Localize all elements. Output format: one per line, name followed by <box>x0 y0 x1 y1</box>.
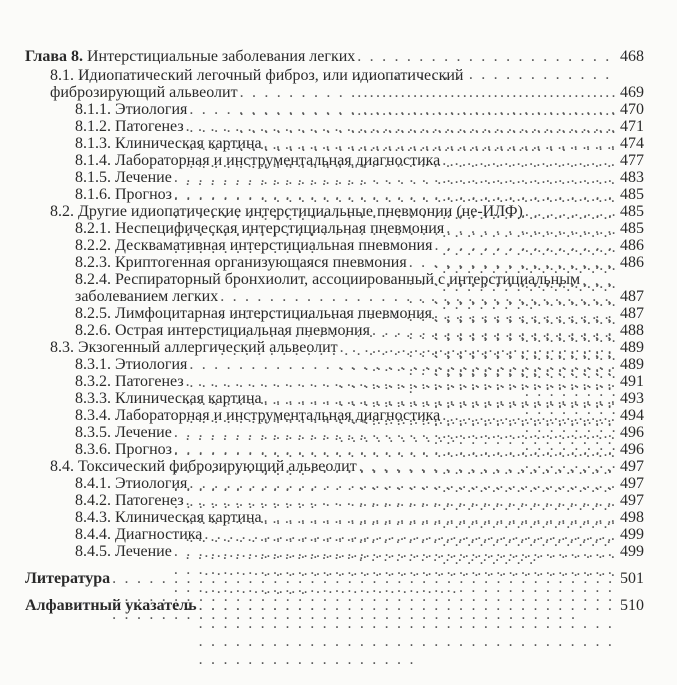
toc-entry-8-3-3[interactable] <box>75 390 644 407</box>
toc-entry-8-3[interactable] <box>50 339 644 356</box>
toc-entry-title: 8.1.5. Лечение <box>75 169 172 186</box>
page-number: 499 <box>620 526 644 543</box>
toc-entry-8-3-5[interactable] <box>75 424 644 441</box>
toc-entry-title: Алфавитный указатель <box>25 597 197 614</box>
toc-entry-8-1-1[interactable] <box>75 101 644 118</box>
toc-entry-8-3-1[interactable] <box>75 356 644 373</box>
toc-entry-8-1-2[interactable] <box>75 118 644 135</box>
page-number: 494 <box>620 407 644 424</box>
toc-entry-index[interactable] <box>25 597 644 614</box>
toc-entry-8-3-6[interactable] <box>75 441 644 458</box>
toc-entry-8-4-2[interactable] <box>75 492 644 509</box>
page-number: 510 <box>620 597 644 614</box>
toc-entry-8-2-6[interactable] <box>75 322 644 339</box>
page-number: 496 <box>620 441 644 458</box>
toc-entry-title: 8.1.3. Клиническая картина <box>75 135 262 152</box>
toc-entry-title <box>25 48 355 66</box>
toc-entry-8-2-1[interactable] <box>75 220 644 237</box>
page-number: 483 <box>620 169 644 186</box>
page-number: 498 <box>620 509 644 526</box>
toc-entry-8-1[interactable] <box>50 84 644 101</box>
toc-entry-title: 8.4.4. Диагностика <box>75 526 203 543</box>
page-number: 487 <box>620 288 644 305</box>
chapter-title: Интерстициальные заболевания легких <box>83 48 356 65</box>
page-number: 485 <box>620 203 644 220</box>
toc-entry-8-4-1[interactable] <box>75 475 644 492</box>
toc-entry-8-2-5[interactable] <box>75 305 644 322</box>
toc-entry-title: 8.3. Экзогенный аллергический альвеолит <box>50 339 338 356</box>
toc-entry-title: 8.1.1. Этиология <box>75 101 188 118</box>
toc-entry-8-1-3[interactable] <box>75 135 644 152</box>
toc-entry-8-2-3[interactable] <box>75 254 644 271</box>
chapter-label: Глава 8. <box>25 48 83 65</box>
toc-entry-8-1-6[interactable] <box>75 186 644 203</box>
toc-entry-title: 8.2.6. Острая интерстициальная пневмония <box>75 322 370 339</box>
toc-entry-title: заболеванием легких <box>75 288 219 305</box>
toc-entry-8-3-2[interactable] <box>75 373 644 390</box>
leader-dots <box>199 597 618 669</box>
page-number: 470 <box>620 101 644 118</box>
toc-entry-chapter-8[interactable] <box>25 48 644 65</box>
toc-entry-title: 8.2. Другие идиопатические интерстициальные пневмонии (не-ИЛФ) <box>50 203 523 220</box>
toc-entry-title: 8.1.2. Патогенез <box>75 118 184 135</box>
toc-entry-title: 8.1.4. Лабораторная и инструментальная диагностика <box>75 152 441 169</box>
toc-entry-title: 8.4. Токсический фиброзирующий альвеолит <box>50 458 357 475</box>
page-number: 474 <box>620 135 644 152</box>
toc-entry-title: 8.2.1. Неспецифическая интерстициальная пневмония <box>75 220 445 237</box>
page-number: 486 <box>620 237 644 254</box>
toc-entry-8-2-4[interactable] <box>75 288 644 305</box>
page-number: 499 <box>620 543 644 560</box>
toc-entry-8-1-5[interactable] <box>75 169 644 186</box>
toc-entry-8-2-4-line1[interactable]: 8.2.4. Респираторный бронхиолит, ассоциированный с интерстициальным <box>75 271 581 288</box>
toc-entry-8-4-4[interactable] <box>75 526 644 543</box>
toc-entry-8-4[interactable] <box>50 458 644 475</box>
page-number: 496 <box>620 424 644 441</box>
page-number: 489 <box>620 356 644 373</box>
page-number: 497 <box>620 475 644 492</box>
toc-entry-title: 8.1.6. Прогноз <box>75 186 172 203</box>
page-number: 497 <box>620 492 644 509</box>
page-number: 485 <box>620 186 644 203</box>
page-number: 487 <box>620 305 644 322</box>
toc-entry-8-1-4[interactable] <box>75 152 644 169</box>
page-number: 491 <box>620 373 644 390</box>
page-number: 501 <box>620 570 644 587</box>
toc-entry-title: 8.3.3. Клиническая картина <box>75 390 262 407</box>
toc-entry-title: Литература <box>25 570 111 587</box>
page-number: 469 <box>620 84 644 101</box>
toc-entry-8-3-4[interactable] <box>75 407 644 424</box>
toc-entry-8-4-5[interactable] <box>75 543 644 560</box>
page-number: 497 <box>620 458 644 475</box>
toc-entry-title: 8.3.2. Патогенез <box>75 373 184 390</box>
page-number: 468 <box>620 48 644 65</box>
page-number: 488 <box>620 322 644 339</box>
toc-entry-title: 8.4.1. Этиология <box>75 475 188 492</box>
toc-entry-title: 8.3.1. Этиология <box>75 356 188 373</box>
toc-entry-title: 8.4.2. Патогенез <box>75 492 184 509</box>
page-number: 486 <box>620 254 644 271</box>
toc-entry-title: 8.3.6. Прогноз <box>75 441 172 458</box>
toc-entry-title: фиброзирующий альвеолит <box>50 84 238 101</box>
toc-entry-8-1-line1[interactable]: 8.1. Идиопатический легочный фиброз, или идиопатический <box>50 67 464 84</box>
page-number: 477 <box>620 152 644 169</box>
toc-entry-literature[interactable] <box>25 570 644 587</box>
toc-entry-title: 8.3.4. Лабораторная и инструментальная диагностика <box>75 407 441 424</box>
page-number: 493 <box>620 390 644 407</box>
toc-entry-title: 8.2.2. Десквамативная интерстициальная пневмония <box>75 237 433 254</box>
page-number: 489 <box>620 339 644 356</box>
page-number: 471 <box>620 118 644 135</box>
toc-entry-title: 8.4.3. Клиническая картина <box>75 509 262 526</box>
toc-entry-title: 8.2.5. Лимфоцитарная интерстициальная пневмония <box>75 305 433 322</box>
toc-entry-title: 8.3.5. Лечение <box>75 424 172 441</box>
toc-entry-8-2[interactable] <box>50 203 644 220</box>
toc-entry-title: 8.2.3. Криптогенная организующаяся пневмония <box>75 254 407 271</box>
page-number: 485 <box>620 220 644 237</box>
toc-entry-title: 8.4.5. Лечение <box>75 543 172 560</box>
toc-entry-8-4-3[interactable] <box>75 509 644 526</box>
toc-entry-8-2-2[interactable] <box>75 237 644 254</box>
